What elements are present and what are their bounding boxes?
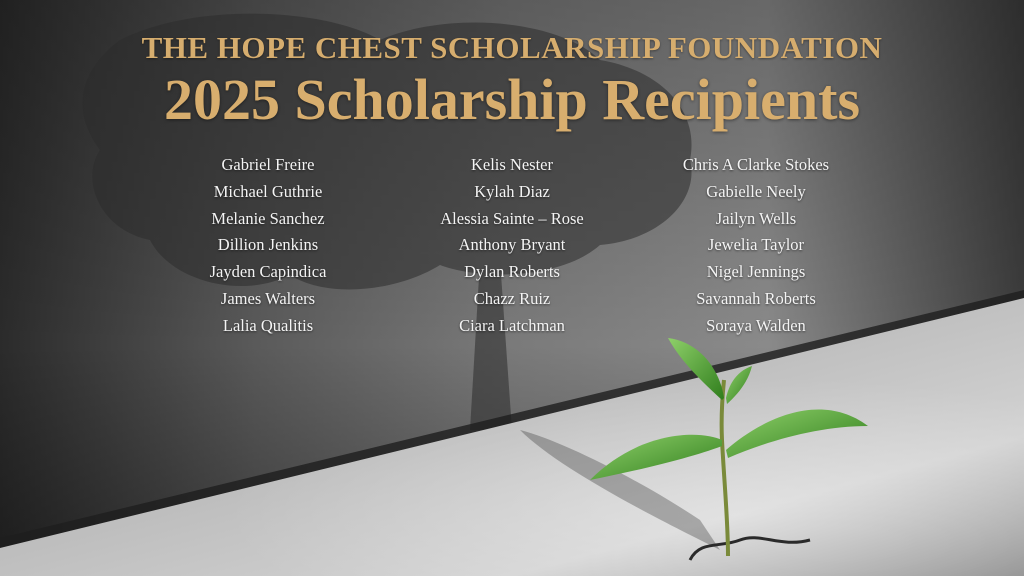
recipient-name: Gabielle Neely (706, 181, 806, 201)
recipient-name: Jayden Capindica (209, 262, 327, 282)
recipient-name: Jewelia Taylor (707, 235, 805, 255)
recipient-name: Anthony Bryant (458, 235, 566, 255)
recipient-name: Chris A Clarke Stokes (682, 155, 830, 174)
recipient-name: Kelis Nester (470, 155, 554, 174)
organization-name: THE HOPE CHEST SCHOLARSHIP FOUNDATION (141, 30, 883, 65)
recipient-name: Alessia Sainte – Rose (440, 208, 584, 228)
recipient-name: Ciara Latchman (459, 315, 565, 335)
page-title: 2025 Scholarship Recipients (163, 67, 861, 132)
recipient-name: Dillion Jenkins (217, 235, 319, 255)
recipient-name: Lalia Qualitis (222, 315, 314, 335)
recipients-column-2 (382, 152, 642, 340)
recipient-name: Michael Guthrie (213, 181, 323, 201)
recipient-name: Nigel Jennings (706, 262, 806, 282)
recipients-column-3 (626, 152, 886, 340)
recipient-name: Dylan Roberts (464, 262, 560, 282)
recipient-name: James Walters (220, 288, 316, 308)
recipient-name: Melanie Sanchez (211, 208, 325, 228)
recipient-name: Chazz Ruiz (473, 288, 551, 308)
recipients-column-1 (138, 152, 398, 340)
recipient-name: Savannah Roberts (696, 288, 816, 308)
recipient-name: Jailyn Wells (715, 208, 797, 228)
recipient-name: Gabriel Freire (221, 155, 315, 174)
recipient-name: Kylah Diaz (474, 181, 550, 201)
recipient-name: Soraya Walden (706, 315, 806, 335)
